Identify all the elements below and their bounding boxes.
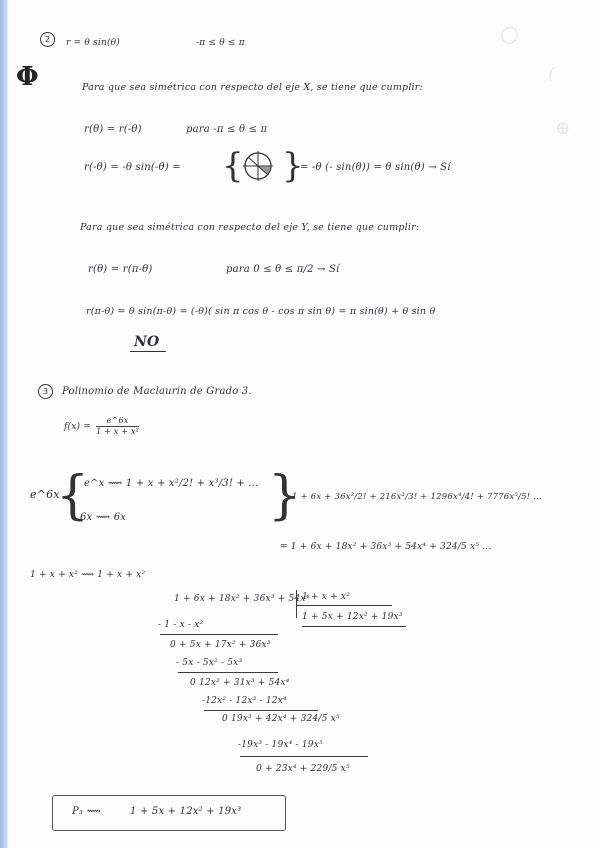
fx-label xyxy=(64,416,141,437)
division-line-3 xyxy=(204,710,318,711)
division-row-1: - 1 - x - x² xyxy=(158,620,204,630)
y-symmetry-intro: Para que sea simétrica con respecto del eje Y, se tiene que cumplir: xyxy=(80,222,420,233)
x-calc-left: r(-θ) = -θ sin(-θ) = xyxy=(84,162,181,173)
x-condition: r(θ) = r(-θ) xyxy=(84,124,142,135)
x-calc-right: = -θ (- sin(θ)) = θ sin(θ) → Sí xyxy=(300,162,451,173)
division-row-8: 0 + 23x⁴ + 229/5 x⁵ xyxy=(256,764,350,774)
fx-denominator: 1 + x + x² xyxy=(96,427,139,436)
problem-number-2: 2 xyxy=(40,32,55,47)
division-row-3: - 5x - 5x² - 5x³ xyxy=(176,658,243,668)
division-dividend: 1 + 6x + 18x² + 36x³ + 54x⁴ xyxy=(174,594,310,604)
division-row-7: -19x³ - 19x⁴ - 19x⁵ xyxy=(238,740,323,750)
y-condition-range: para 0 ≤ θ ≤ π/2 → Sí xyxy=(226,264,340,275)
substituted-series: 1 + 6x + 36x²/2! + 216x³/3! + 1296x⁴/4! + 7776x⁵/5! ... xyxy=(292,492,542,502)
polar-equation: r = θ sin(θ) xyxy=(66,38,120,48)
x-condition-range: para -π ≤ θ ≤ π xyxy=(186,124,268,135)
division-line-4 xyxy=(240,756,368,757)
series-brace-left: { xyxy=(56,466,90,526)
bleed-through-mark: ○ xyxy=(500,22,520,47)
problem-number-3: 3 xyxy=(38,384,53,399)
answer-polynomial: 1 + 5x + 12x² + 19x³ xyxy=(130,806,242,817)
division-line-2 xyxy=(178,672,278,673)
fx-fraction xyxy=(96,416,139,437)
y-condition: r(θ) = r(π-θ) xyxy=(88,264,153,275)
division-divisor: 1 + x + x² xyxy=(302,592,351,602)
division-row-5: -12x² - 12x³ - 12x⁴ xyxy=(202,696,287,706)
x-symmetry-intro: Para que sea simétrica con respecto del eje X, se tiene que cumplir: xyxy=(82,82,423,93)
division-row-2: 0 + 5x + 17x² + 36x³ xyxy=(170,640,271,650)
brace-right: } xyxy=(282,146,304,186)
no-underline xyxy=(130,351,166,352)
y-verdict-no: NO xyxy=(134,334,160,350)
six-x-substitution: 6x ⟿ 6x xyxy=(80,512,127,523)
margin-symbol-phi: Φ xyxy=(16,62,39,92)
division-bar-vertical xyxy=(296,590,297,618)
theta-domain: -π ≤ θ ≤ π xyxy=(196,38,245,48)
brace-left: { xyxy=(222,146,244,186)
division-bar-horizontal xyxy=(296,605,392,606)
quotient-underline xyxy=(302,626,406,627)
series-brace-right: } xyxy=(268,466,302,526)
notebook-margin xyxy=(0,0,9,848)
fx-left: f(x) = xyxy=(64,422,92,432)
division-quotient: 1 + 5x + 12x² + 19x³ xyxy=(302,612,403,622)
division-row-4: 0 12x² + 31x³ + 54x⁴ xyxy=(190,678,290,688)
bleed-through-mark: ( xyxy=(548,64,555,83)
polar-graph-sketch xyxy=(242,150,274,182)
y-calc: r(π-θ) = θ sin(π-θ) = (-θ)( sin π cos θ - cos π sin θ) = π sin(θ) + θ sin θ xyxy=(86,306,436,317)
fx-numerator: e^6x xyxy=(96,416,139,427)
problem3-title: Polinomio de Maclaurin de Grado 3. xyxy=(62,386,252,397)
answer-label: P₃ ⟿ xyxy=(72,806,102,817)
division-row-6: 0 19x³ + 42x⁴ + 324/5 x⁵ xyxy=(222,714,340,724)
simplified-series: = 1 + 6x + 18x² + 36x³ + 54x⁴ + 324/5 x⁵ ... xyxy=(280,542,492,552)
division-line-1 xyxy=(160,634,278,635)
ex-series: e^x ⟿ 1 + x + x²/2! + x³/3! + ... xyxy=(84,478,259,489)
bleed-through-mark: ⊕ xyxy=(555,118,571,139)
denominator-series: 1 + x + x² ⟿ 1 + x + x² xyxy=(30,570,146,580)
e6x-label: e^6x xyxy=(30,488,60,501)
